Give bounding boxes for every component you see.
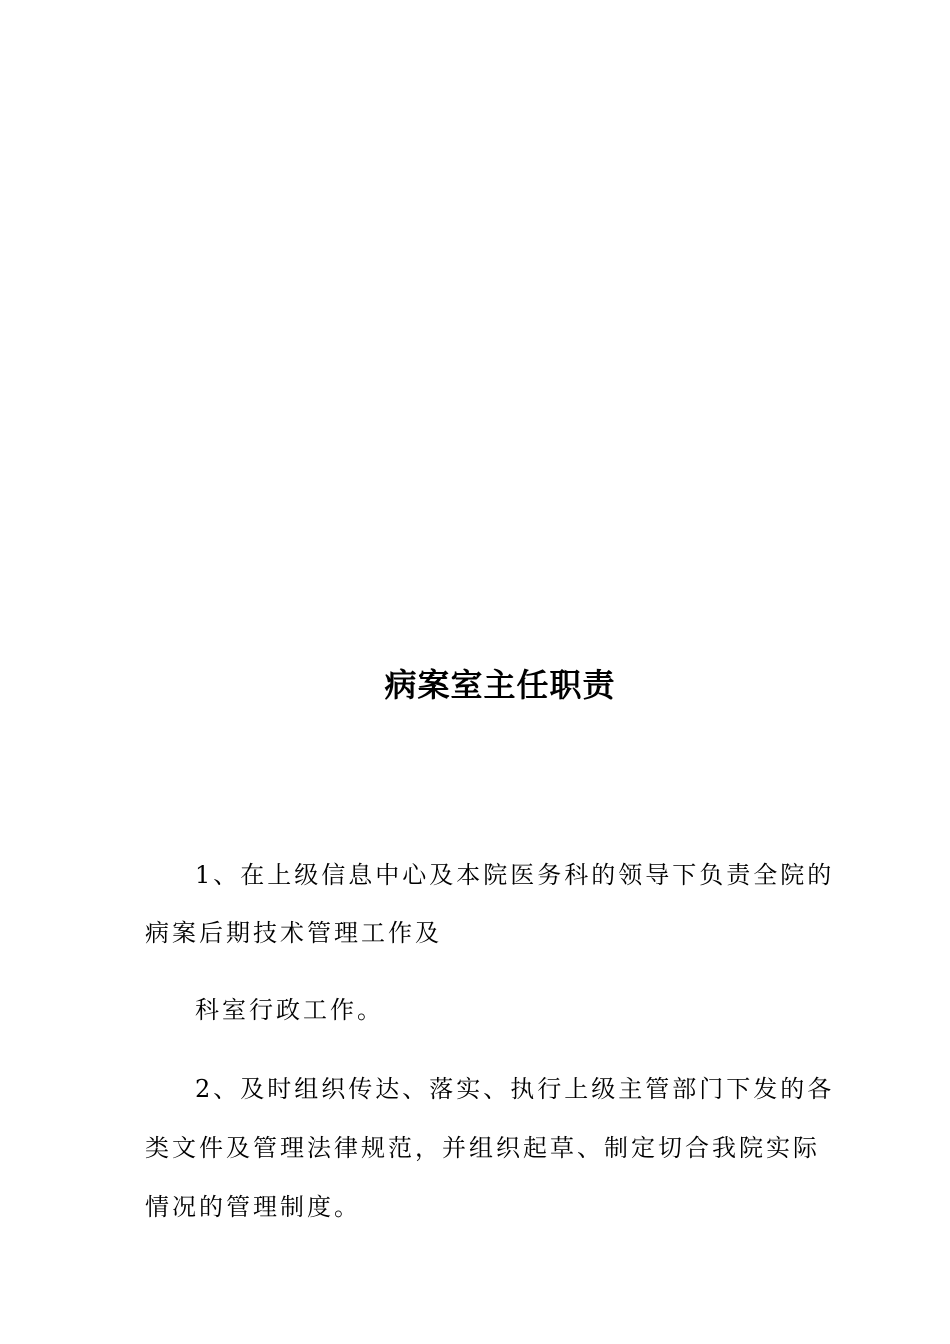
- document-title: 病案室主任职责: [384, 666, 616, 704]
- paragraph-1-line-1: 1、在上级信息中心及本院医务科的领导下负责全院的: [195, 861, 835, 889]
- paragraph-3-line-2: 类文件及管理法律规范，并组织起草、制定切合我院实际: [145, 1134, 820, 1162]
- paragraph-2-line-1: 科室行政工作。: [195, 996, 384, 1024]
- paragraph-3-line-1: 2、及时组织传达、落实、执行上级主管部门下发的各: [195, 1075, 835, 1103]
- paragraph-3-line-3: 情况的管理制度。: [145, 1193, 361, 1221]
- paragraph-1-line-2: 病案后期技术管理工作及: [145, 919, 442, 947]
